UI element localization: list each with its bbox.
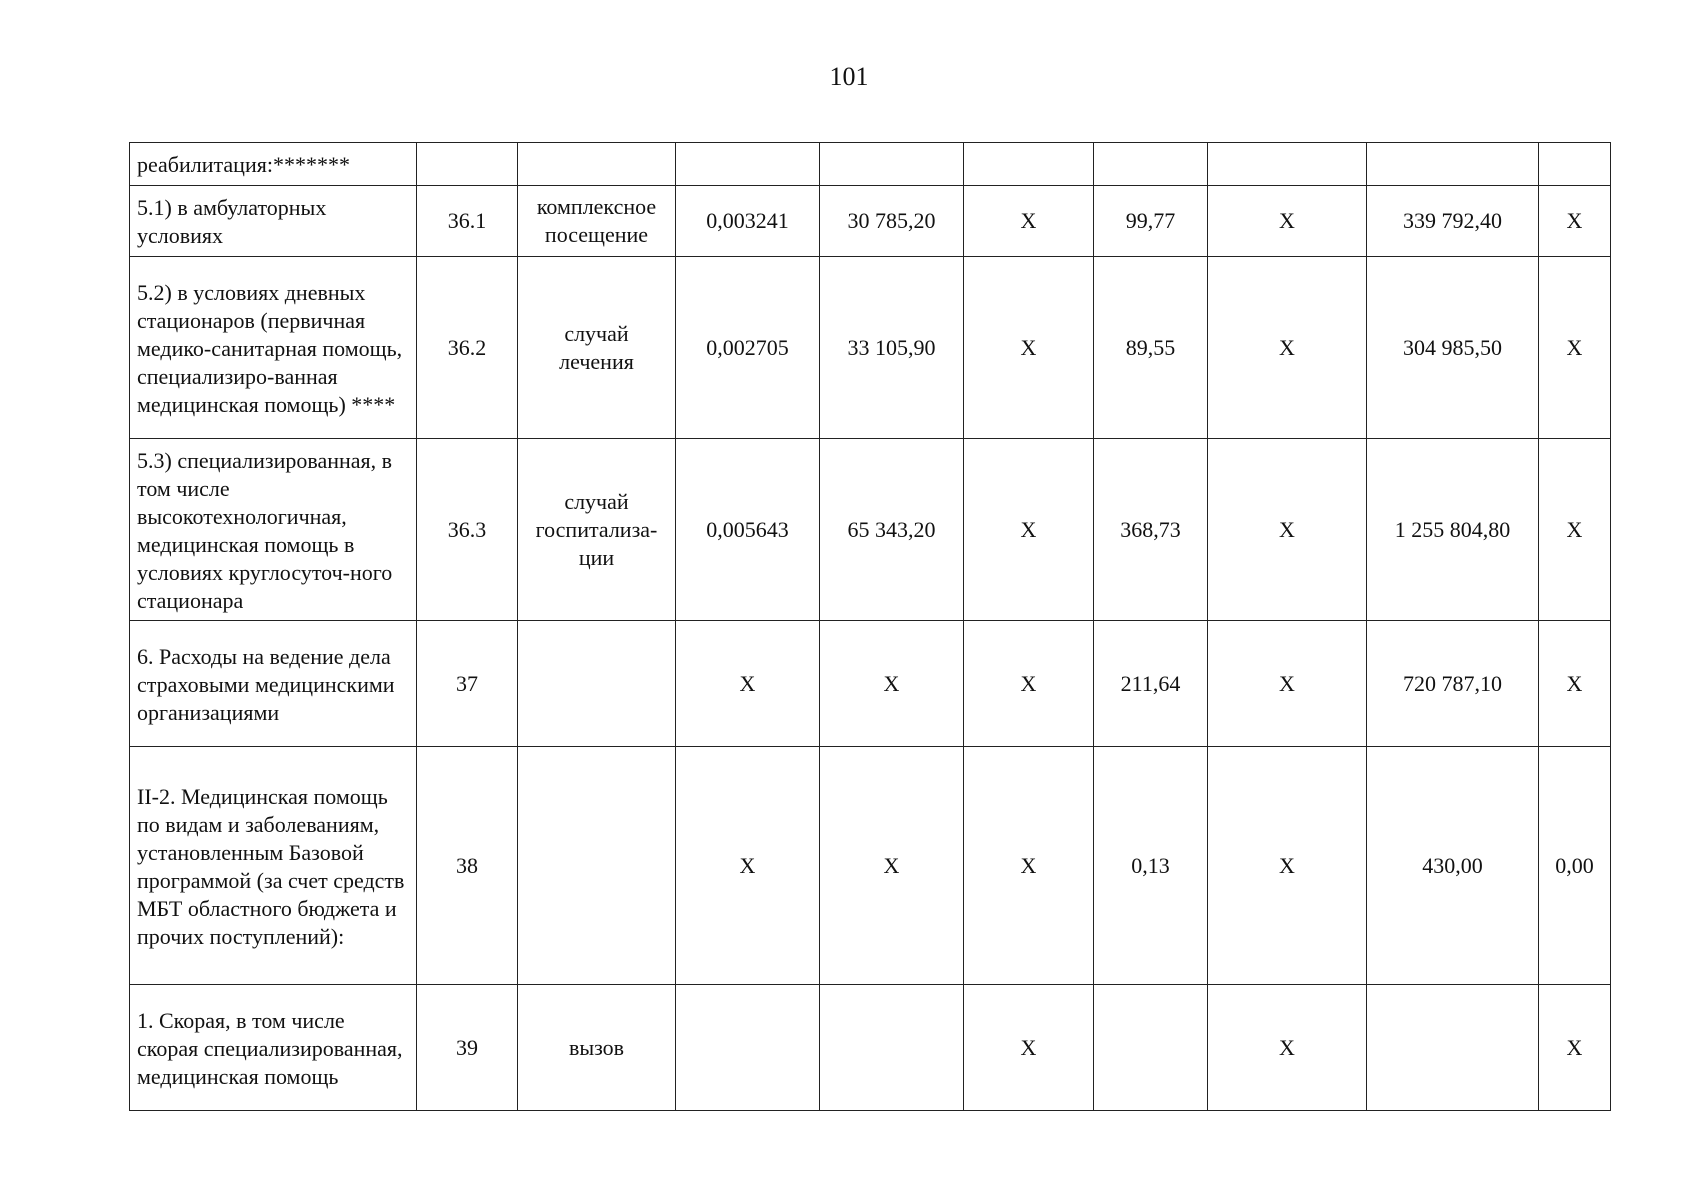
table-cell: 36.2 — [417, 257, 518, 439]
table-cell — [417, 143, 518, 186]
table-cell: 5.1) в амбулаторных условиях — [130, 186, 417, 257]
table-cell: X — [1208, 621, 1367, 747]
table-cell — [518, 747, 676, 985]
table-cell: X — [1539, 985, 1611, 1111]
table-cell — [1367, 985, 1539, 1111]
table-cell: X — [964, 257, 1094, 439]
table-cell — [1367, 143, 1539, 186]
table-cell: 37 — [417, 621, 518, 747]
table-cell: X — [1208, 257, 1367, 439]
table-cell: 720 787,10 — [1367, 621, 1539, 747]
table-row — [130, 621, 1611, 747]
table-cell: вызов — [518, 985, 676, 1111]
table-cell — [518, 143, 676, 186]
table-cell: X — [964, 985, 1094, 1111]
table-cell: 33 105,90 — [820, 257, 964, 439]
table-cell: 36.3 — [417, 439, 518, 621]
table-cell: 0,003241 — [676, 186, 820, 257]
table-cell: 211,64 — [1094, 621, 1208, 747]
table-cell: X — [820, 747, 964, 985]
table-cell: X — [964, 747, 1094, 985]
table-cell: 99,77 — [1094, 186, 1208, 257]
table-cell: 0,13 — [1094, 747, 1208, 985]
table-cell: X — [1208, 186, 1367, 257]
table-cell: 430,00 — [1367, 747, 1539, 985]
table-cell — [1094, 143, 1208, 186]
data-table — [129, 142, 1611, 1111]
table-cell: 339 792,40 — [1367, 186, 1539, 257]
table-cell: X — [964, 186, 1094, 257]
table-cell — [518, 621, 676, 747]
table-cell — [1094, 985, 1208, 1111]
table-cell: 30 785,20 — [820, 186, 964, 257]
table-cell — [676, 143, 820, 186]
table-cell: II-2. Медицинская помощь по видам и заболеваниям, установленным Базовой программой (за счет средств МБТ областного бюджета и прочих поступлений): — [130, 747, 417, 985]
table-cell: 36.1 — [417, 186, 518, 257]
table-cell: реабилитация:******* — [130, 143, 417, 186]
table-cell — [1208, 143, 1367, 186]
table-cell: 6. Расходы на ведение дела страховыми медицинскими организациями — [130, 621, 417, 747]
table-cell: X — [1539, 257, 1611, 439]
table-cell: 0,005643 — [676, 439, 820, 621]
table-row — [130, 257, 1611, 439]
table-cell: 304 985,50 — [1367, 257, 1539, 439]
table-row — [130, 439, 1611, 621]
table-cell — [676, 985, 820, 1111]
table-cell: X — [1539, 439, 1611, 621]
table-cell: 65 343,20 — [820, 439, 964, 621]
table-cell: X — [1539, 186, 1611, 257]
table-cell: X — [1208, 747, 1367, 985]
table-cell: комплексное посещение — [518, 186, 676, 257]
table-cell: 1 255 804,80 — [1367, 439, 1539, 621]
table-row — [130, 186, 1611, 257]
table-row — [130, 985, 1611, 1111]
table-cell — [1539, 143, 1611, 186]
table-cell: X — [1208, 985, 1367, 1111]
table-cell: 1. Скорая, в том числе скорая специализированная, медицинская помощь — [130, 985, 417, 1111]
table-cell: X — [1208, 439, 1367, 621]
table-cell: случай лечения — [518, 257, 676, 439]
table-cell: 5.3) специализированная, в том числе высокотехнологичная, медицинская помощь в условиях круглосуточ-ного стационара — [130, 439, 417, 621]
table-cell: 0,002705 — [676, 257, 820, 439]
table-cell: случай госпитализа-ции — [518, 439, 676, 621]
table-cell — [964, 143, 1094, 186]
table-cell: 89,55 — [1094, 257, 1208, 439]
table-cell: 39 — [417, 985, 518, 1111]
table-cell: X — [964, 621, 1094, 747]
table-cell: X — [676, 621, 820, 747]
table-cell — [820, 985, 964, 1111]
table-cell: X — [676, 747, 820, 985]
table-cell: X — [964, 439, 1094, 621]
table-cell: 368,73 — [1094, 439, 1208, 621]
table-row — [130, 143, 1611, 186]
page-number: 101 — [829, 62, 869, 91]
table-row — [130, 747, 1611, 985]
table-cell: 38 — [417, 747, 518, 985]
table-cell: X — [820, 621, 964, 747]
table-cell: 0,00 — [1539, 747, 1611, 985]
table-cell — [820, 143, 964, 186]
table-cell: X — [1539, 621, 1611, 747]
table-cell: 5.2) в условиях дневных стационаров (первичная медико-санитарная помощь, специализиро-ванная медицинская помощь) **** — [130, 257, 417, 439]
